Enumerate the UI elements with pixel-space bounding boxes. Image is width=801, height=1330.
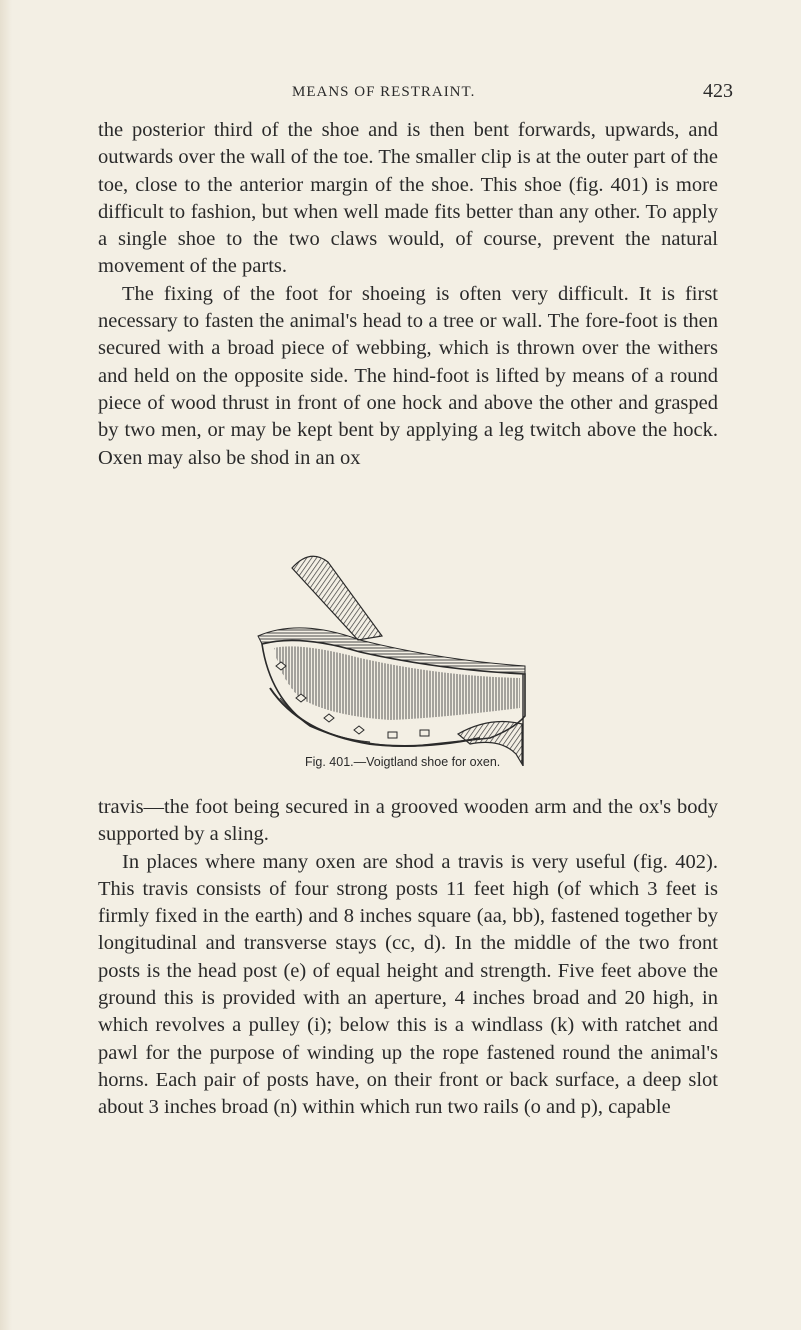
page-number: 423 — [703, 80, 733, 102]
running-header — [0, 80, 801, 110]
paragraph: The fixing of the foot for shoeing is often very difficult. It is first necessary to fasten the animal's head to a tree or wall. The fore-foot is then secured with a broad piece of webbing, which is thrown over the withers and held on the opposite side. The hind-foot is lifted by means of a round piece of wood thrust in front of one hock and above the other and grasped by two men, or may be kept bent by applying a leg twitch above the hock. Oxen may also be shod in an ox — [98, 282, 718, 469]
running-title: MEANS OF RESTRAINT. — [292, 84, 476, 100]
figure-caption-text: —Voigtland shoe for oxen. — [353, 755, 501, 769]
paragraph: the posterior third of the shoe and is then bent forwards, upwards, and outwards over the wall of the toe. The smaller clip is at the outer part of the toe, close to the anterior margin of the shoe. This shoe (fig. 401) is more difficult to fashion, but when well made fits better than any other. To apply a single shoe to the two claws would, of course, prevent the natural movement of the parts. — [98, 119, 718, 278]
figure-caption — [305, 755, 500, 769]
paragraph: In places where many oxen are shod a travis is very useful (fig. 402). This travis consists of four strong posts 11 feet high (of which 3 feet is firmly fixed in the earth) and 8 inches square (aa, bb), fastened together by longitudinal and transverse stays (cc, d). In the middle of the two front posts is the head post (e) of equal height and strength. Five feet above the ground this is provided with an aperture, 4 inches broad and 20 high, in which revolves a pulley (i); below this is a windlass (k) with ratchet and pawl for the purpose of winding up the rope fastened round the animal's horns. Each pair of posts have, on their front or back surface, a deep slot about 3 inches broad (n) within which run two rails (o and p), capable — [98, 850, 718, 1119]
paragraph: travis—the foot being secured in a grooved wooden arm and the ox's body supported by a sling. — [98, 796, 718, 846]
figure-number: Fig. 401. — [305, 755, 354, 769]
page-edge-shadow — [0, 0, 12, 1330]
shoe-illustration — [240, 548, 530, 770]
body-text-bottom — [98, 794, 718, 1122]
body-text-top — [98, 117, 718, 472]
figure-voigtland-shoe — [240, 548, 530, 770]
